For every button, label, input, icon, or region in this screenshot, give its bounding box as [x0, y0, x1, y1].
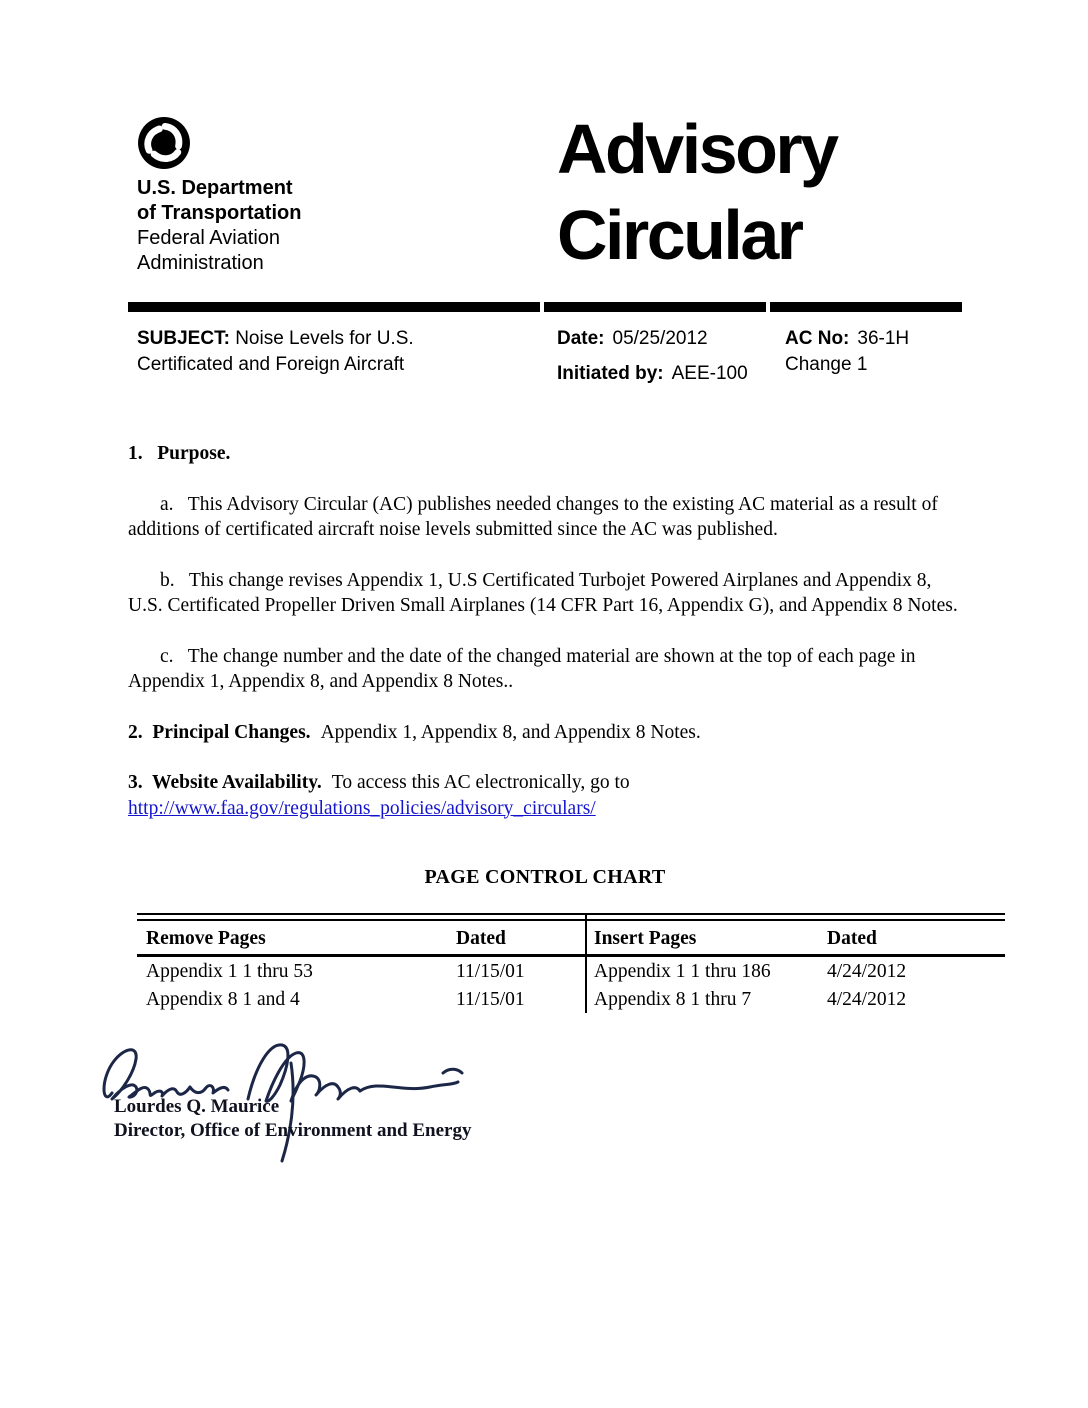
ac-number-block	[785, 326, 962, 387]
table-cell: 4/24/2012	[827, 989, 907, 1010]
change-number: Change 1	[785, 354, 868, 375]
initiated-by-label: Initiated by:	[557, 363, 664, 384]
section-2-text: Appendix 1, Appendix 8, and Appendix 8 Notes.	[320, 721, 701, 743]
agency-line-1: Federal Aviation	[137, 227, 281, 249]
section-2-heading: 2. Principal Changes.	[128, 721, 311, 743]
dept-line-2: of Transportation	[137, 202, 302, 224]
dot-triskelion-logo-icon	[137, 116, 191, 170]
agency-block	[137, 116, 557, 278]
subject-block	[137, 326, 557, 387]
subject-label: SUBJECT:	[137, 328, 230, 349]
paragraph-c: c. The change number and the date of the changed material are shown at the top of each page in Appendix 1, Appendix 8, and Appendix 8 Notes..	[128, 645, 920, 692]
table-cell: 4/24/2012	[827, 961, 907, 982]
col-header-insert-pages: Insert Pages	[585, 921, 827, 958]
table-row: Appendix 8 1 and 4	[146, 989, 300, 1010]
col-header-remove-pages: Remove Pages	[137, 921, 456, 958]
section-3-heading: 3. Website Availability.	[128, 772, 322, 793]
dept-line-1: U.S. Department	[137, 177, 293, 199]
signer-title: Director, Office of Environment and Energy	[114, 1120, 472, 1141]
section-3-item	[128, 770, 962, 821]
signature-block	[114, 1037, 962, 1167]
meta-row	[137, 326, 962, 387]
table-row: Appendix 1 1 thru 53	[146, 961, 313, 982]
initiated-by-value: AEE-100	[671, 363, 748, 384]
table-cell: 11/15/01	[456, 961, 525, 982]
ac-no-value: 36-1H	[857, 328, 910, 349]
rule-segment-1	[128, 302, 540, 312]
ac-no-label: AC No:	[785, 328, 850, 349]
document-body	[114, 441, 962, 1167]
col-header-dated-left: Dated	[456, 921, 585, 958]
document-title	[557, 106, 837, 278]
table-vertical-divider	[585, 913, 587, 1014]
table-cell: Appendix 1 1 thru 186	[594, 961, 771, 982]
signer-name: Lourdes Q. Maurice	[114, 1096, 280, 1117]
section-1-heading: 1. Purpose.	[128, 443, 231, 464]
table-cell: 11/15/01	[456, 989, 525, 1010]
date-label: Date:	[557, 328, 605, 349]
agency-line-2: Administration	[137, 252, 264, 274]
col-header-dated-right: Dated	[827, 921, 1005, 958]
header-rule-bar	[128, 302, 962, 312]
table-top-rule	[137, 913, 1005, 921]
document-header	[0, 0, 1088, 278]
section-2-item	[128, 720, 962, 746]
title-line-1: Advisory	[557, 110, 837, 188]
date-block	[557, 326, 785, 387]
subject-value: Noise Levels for U.S. Certificated and Foreign Aircraft	[137, 328, 414, 375]
paragraph-b: b. This change revises Appendix 1, U.S Certificated Turbojet Powered Airplanes and Appendix 8, U.S. Certificated Propeller Driven Small Airplanes (14 CFR Part 16, Appendix G), and Appendix 8 Notes.	[128, 569, 958, 616]
rule-segment-3	[770, 302, 962, 312]
section-3-text: To access this AC electronically, go to	[331, 772, 630, 793]
paragraph-a: a. This Advisory Circular (AC) publishes needed changes to the existing AC material as a result of additions of certificated aircraft noise levels submitted since the AC was published.	[128, 493, 943, 540]
page-control-chart-title: PAGE CONTROL CHART	[424, 866, 666, 888]
date-value: 05/25/2012	[612, 328, 708, 349]
page-control-chart-table	[137, 913, 1005, 1014]
rule-segment-2	[544, 302, 766, 312]
advisory-circulars-link[interactable]: http://www.faa.gov/regulations_policies/advisory_circulars/	[128, 797, 596, 819]
title-line-2: Circular	[557, 196, 802, 274]
table-cell: Appendix 8 1 thru 7	[594, 989, 752, 1010]
